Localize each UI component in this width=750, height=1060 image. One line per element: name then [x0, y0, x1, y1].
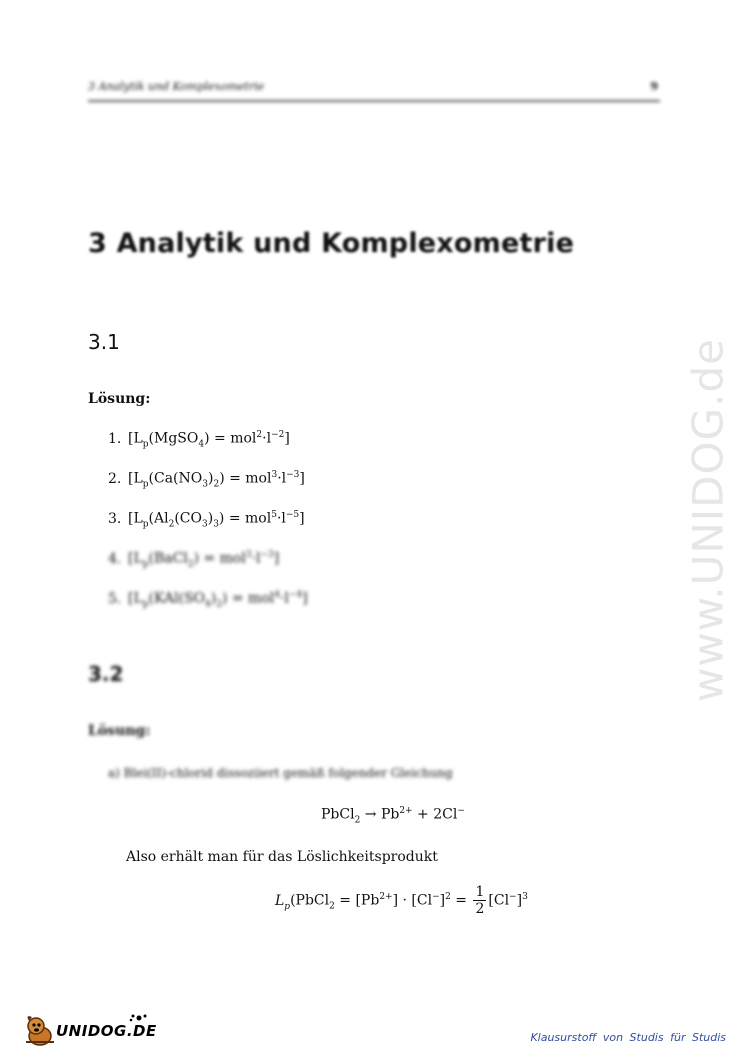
watermark: www.UNIDOG.de: [683, 338, 733, 702]
paw-icon: [130, 1015, 147, 1022]
list-item: 4. $[L_p(BaCl_2) = mol^3\cdot l^{-3}]$: [108, 550, 280, 570]
footer-tagline: Klausurstoff von Studis für Studis: [530, 1031, 726, 1044]
running-header-title: 3 Analytik und Komplexometrie: [88, 80, 265, 93]
section-3-1-heading: 3.1: [88, 330, 120, 354]
list-item: 2. $[L_p(Ca(NO_3)_2) = mol^3\cdot l^{-3}]$: [108, 470, 305, 490]
list-item: 3. $[L_p(Al_2(CO_3)_3) = mol^5\cdot l^{-5}]$: [108, 510, 305, 530]
running-header: [88, 80, 660, 102]
dog-icon: [26, 1016, 54, 1045]
solution-label-3-2: Lösung:: [88, 723, 151, 739]
solubility-product-equation: $L_p(PbCl_2 = [Pb^{2+}] \cdot [Cl^-]^2$ = $\frac{1}{2}$ $[Cl^-]^3$: [275, 884, 528, 917]
section-3-2-heading: 3.2: [88, 662, 124, 686]
subtask-a-intro: a) Blei(II)-chlorid dissoziiert gemäß folgender Gleichung: [108, 766, 453, 780]
paragraph-text: Also erhält man für das Löslichkeitsprodukt: [126, 849, 438, 865]
list-item: 5. $[L_p(KAl(SO_4)_2) = mol^4\cdot l^{-4}]$: [108, 590, 308, 610]
page-number: 9: [650, 80, 658, 93]
logo-text: UNIDOG.DE: [56, 1022, 157, 1040]
dissociation-equation: PbCl$_2$ → $Pb^{2+} + 2Cl^-$: [321, 806, 465, 826]
list-item: 1. $[L_p(MgSO_4) = mol^2\cdot l^{-2}]$: [108, 430, 290, 450]
solution-label-3-1: Lösung:: [88, 391, 151, 407]
chapter-title: 3 Analytik und Komplexometrie: [88, 228, 575, 259]
